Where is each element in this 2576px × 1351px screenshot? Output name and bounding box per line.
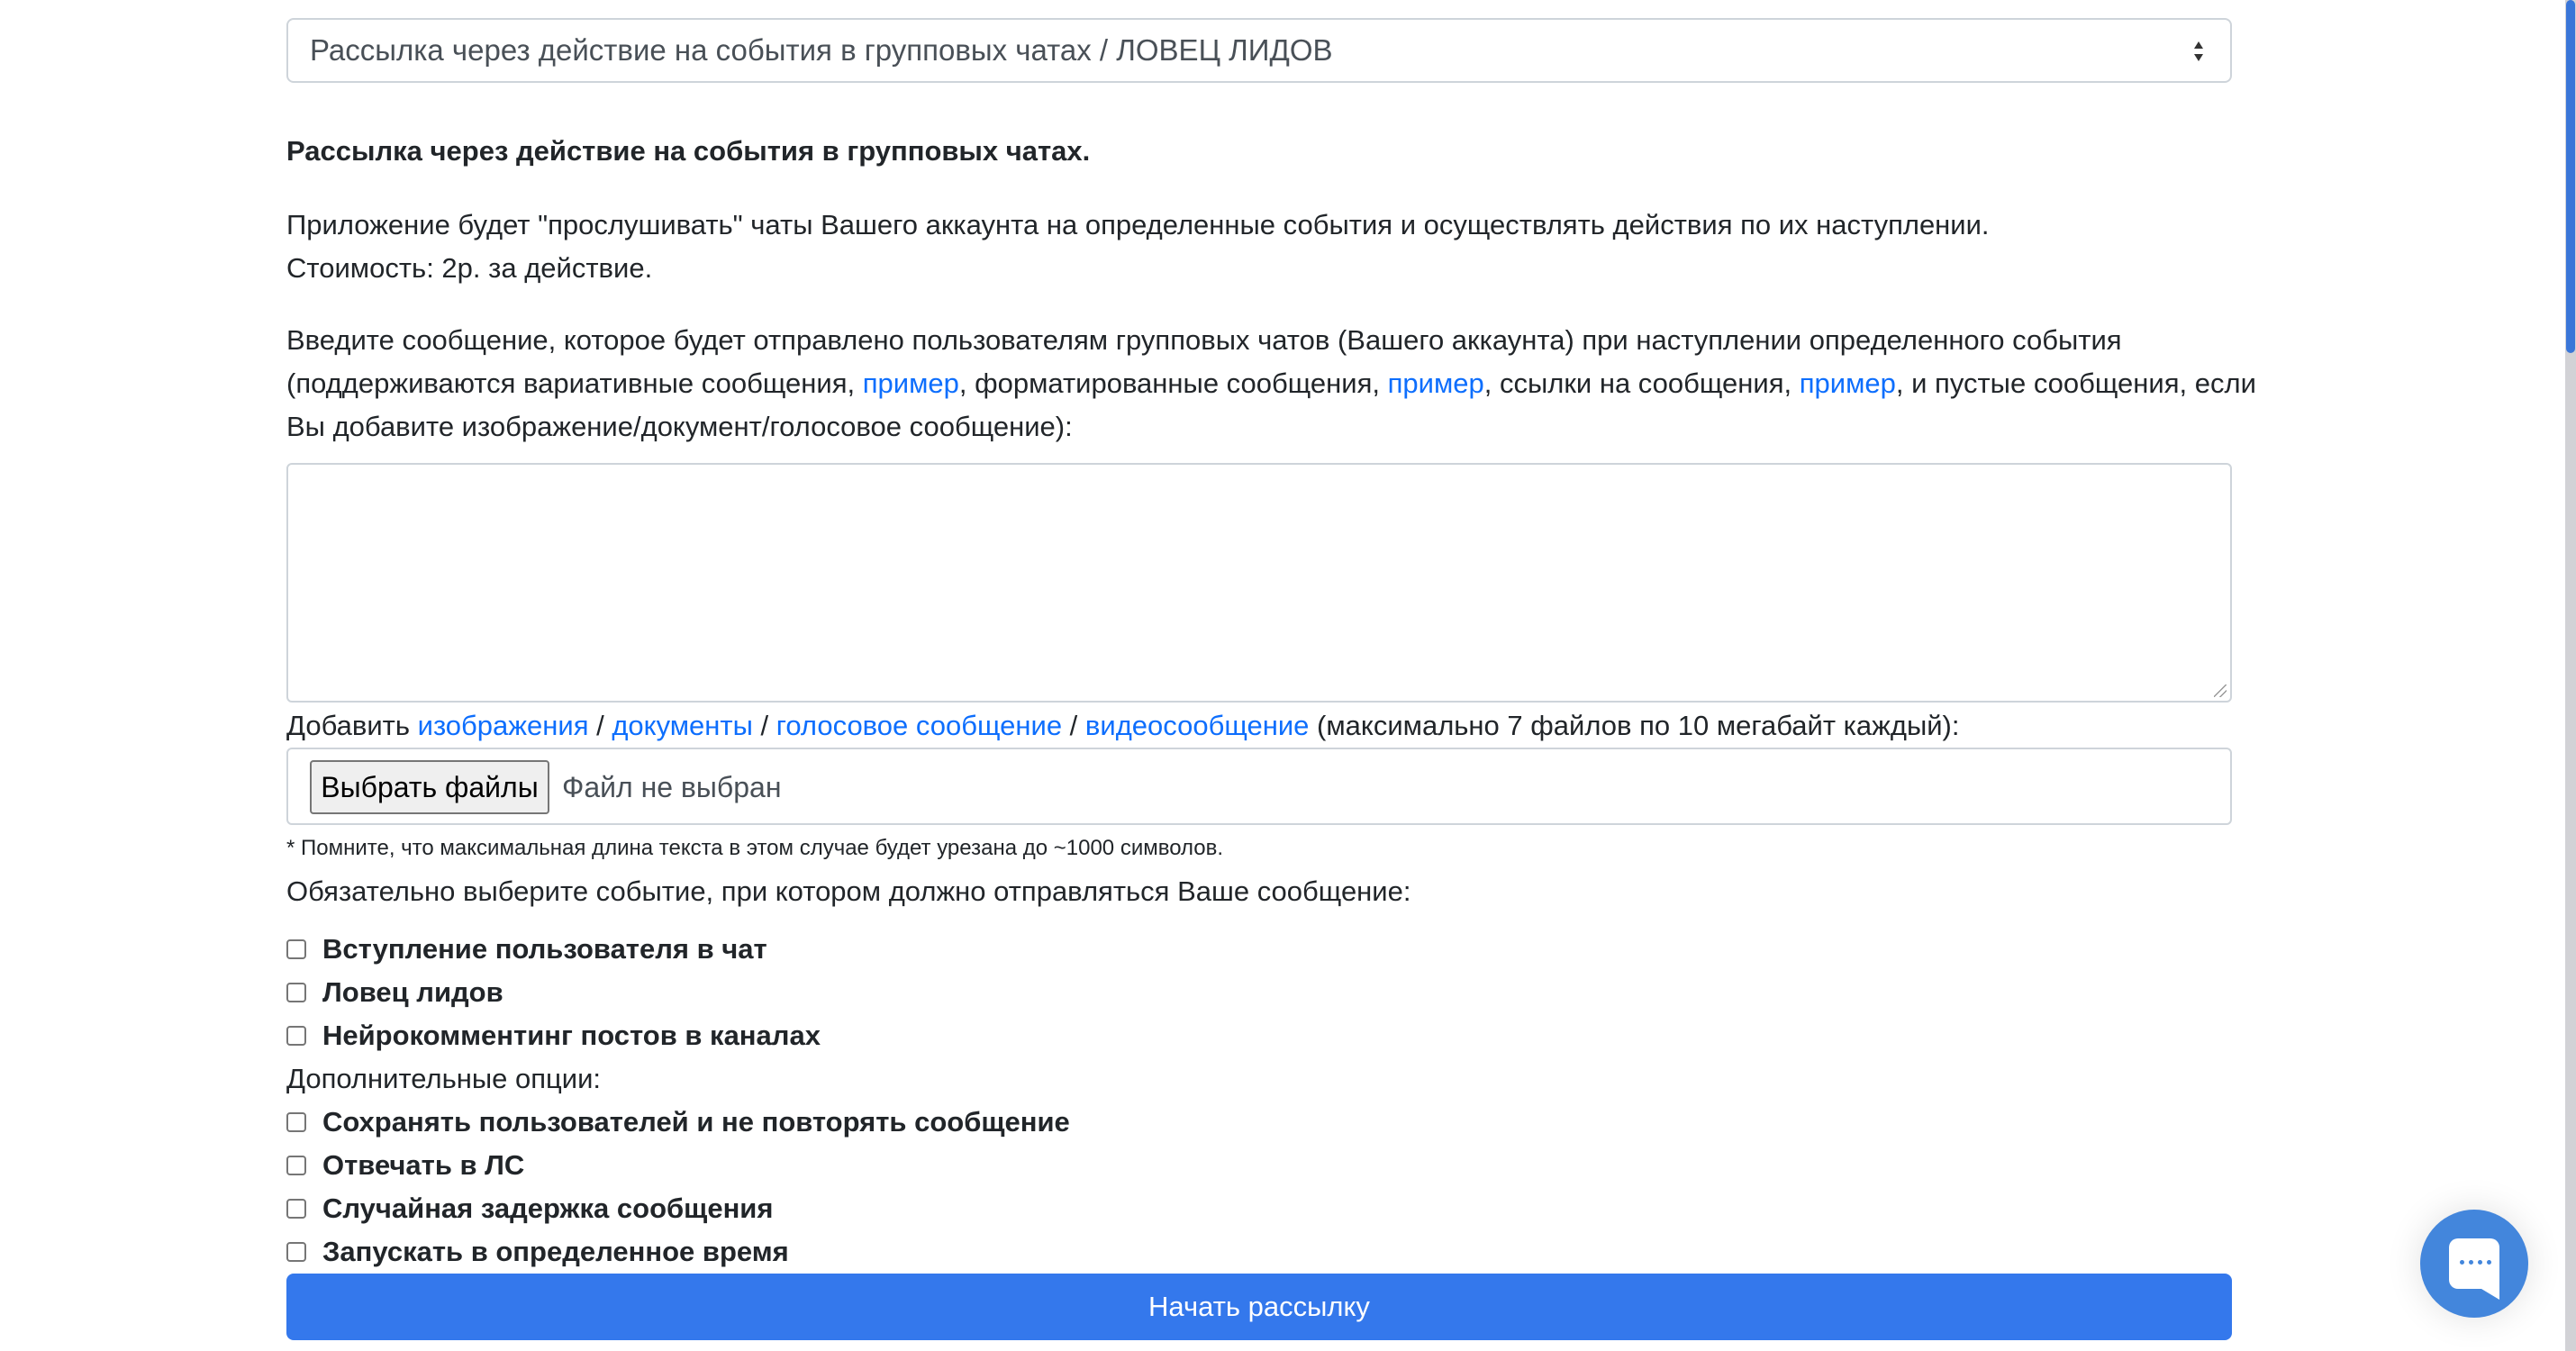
select-arrows-icon bbox=[2192, 40, 2205, 63]
length-note: * Помните, что максимальная длина текста в этом случае будет урезана до ~1000 символов. bbox=[286, 836, 1224, 860]
event-checkbox-join[interactable] bbox=[286, 933, 767, 966]
separator: / bbox=[752, 710, 776, 741]
start-mailing-button[interactable]: Начать рассылку bbox=[286, 1274, 2232, 1340]
option-checkbox-reply-dm[interactable] bbox=[286, 1149, 524, 1182]
events-label: Обязательно выберите событие, при котором должно отправляться Ваше сообщение: bbox=[286, 875, 1411, 907]
attach-video-link[interactable]: видеосообщение bbox=[1084, 710, 1310, 741]
checkbox[interactable] bbox=[286, 983, 306, 1002]
options-label: Дополнительные опции: bbox=[286, 1063, 602, 1094]
scrollbar-thumb[interactable] bbox=[2566, 0, 2575, 353]
separator: / bbox=[588, 710, 612, 741]
attach-documents-link[interactable]: документы bbox=[612, 710, 753, 741]
instructions-part: Введите сообщение, которое будет отправлено пользователям групповых чатов (Вашего аккаунта) при наступлении определенного события (поддерживаются вариативные сообщения, bbox=[286, 324, 2122, 399]
option-checkbox-scheduled[interactable] bbox=[286, 1236, 789, 1268]
example-link-variative[interactable]: пример bbox=[862, 367, 959, 399]
checkbox-label: Запускать в определенное время bbox=[322, 1236, 789, 1267]
option-checkbox-random-delay[interactable] bbox=[286, 1192, 773, 1225]
chat-bubble-icon bbox=[2449, 1238, 2499, 1289]
checkbox-label: Нейрокомментинг постов в каналах bbox=[322, 1020, 821, 1051]
checkbox[interactable] bbox=[286, 1026, 306, 1046]
scrollbar[interactable] bbox=[2565, 0, 2576, 1351]
file-input[interactable] bbox=[286, 748, 2232, 825]
file-status: Файл не выбран bbox=[562, 771, 782, 803]
attach-label bbox=[286, 704, 2358, 748]
checkbox-label: Случайная задержка сообщения bbox=[322, 1192, 774, 1224]
checkbox-label: Отвечать в ЛС bbox=[322, 1149, 525, 1181]
separator: / bbox=[1062, 710, 1085, 741]
event-checkbox-lead-catcher[interactable] bbox=[286, 976, 503, 1009]
intro-line-2: Стоимость: 2р. за действие. bbox=[286, 252, 653, 284]
checkbox[interactable] bbox=[286, 1199, 306, 1219]
checkbox[interactable] bbox=[286, 939, 306, 959]
example-link-formatted[interactable]: пример bbox=[1387, 367, 1484, 399]
attach-images-link[interactable]: изображения bbox=[417, 710, 589, 741]
checkbox[interactable] bbox=[286, 1242, 306, 1262]
checkbox-label: Вступление пользователя в чат bbox=[322, 933, 767, 965]
attach-prefix: Добавить bbox=[286, 710, 418, 741]
chat-widget-button[interactable] bbox=[2420, 1210, 2528, 1318]
choose-files-button[interactable]: Выбрать файлы bbox=[310, 760, 549, 814]
instructions-part: , ссылки на сообщения, bbox=[1483, 367, 1800, 399]
checkbox[interactable] bbox=[286, 1156, 306, 1175]
mailing-type-select[interactable] bbox=[286, 18, 2232, 83]
instructions-text bbox=[286, 319, 2268, 449]
checkbox-label: Ловец лидов bbox=[322, 976, 503, 1008]
message-textarea[interactable] bbox=[286, 463, 2232, 703]
mailing-type-value: Рассылка через действие на события в групповых чатах / ЛОВЕЦ ЛИДОВ bbox=[310, 33, 1333, 67]
attach-suffix: (максимально 7 файлов по 10 мегабайт каждый): bbox=[1309, 710, 1960, 741]
example-link-message-links[interactable]: пример bbox=[1799, 367, 1896, 399]
checkbox[interactable] bbox=[286, 1112, 306, 1132]
instructions-part: , и пустые сообщения, если Вы добавите изображение/документ/голосовое сообщение): bbox=[286, 367, 2256, 442]
checkbox-label: Сохранять пользователей и не повторять сообщение bbox=[322, 1106, 1070, 1138]
intro-text bbox=[286, 204, 2232, 290]
resize-grip-icon[interactable] bbox=[2214, 685, 2227, 697]
instructions-part: , форматированные сообщения, bbox=[958, 367, 1388, 399]
event-checkbox-neurocommenting[interactable] bbox=[286, 1020, 821, 1052]
option-checkbox-save-users[interactable] bbox=[286, 1106, 1070, 1138]
section-heading: Рассылка через действие на события в групповых чатах. bbox=[286, 135, 1091, 167]
intro-line-1: Приложение будет "прослушивать" чаты Вашего аккаунта на определенные события и осуществлять действия по их наступлении. bbox=[286, 209, 1990, 240]
attach-voice-link[interactable]: голосовое сообщение bbox=[776, 710, 1063, 741]
